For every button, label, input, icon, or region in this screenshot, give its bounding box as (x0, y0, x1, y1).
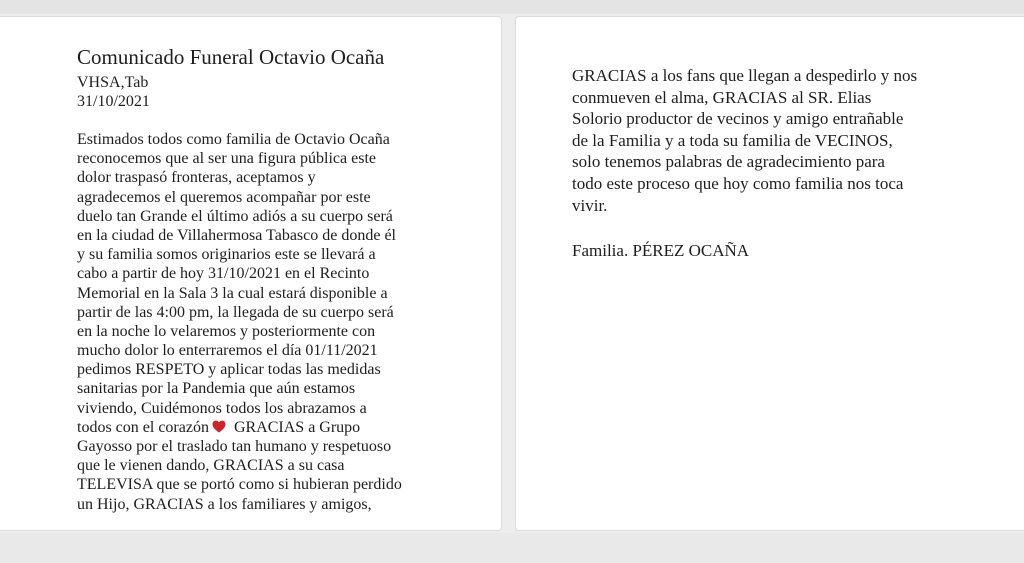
signature: Familia. PÉREZ OCAÑA (572, 241, 750, 260)
body-line: vivir. (572, 195, 608, 215)
body-line: en la noche lo velaremos y posteriormente con (77, 322, 376, 340)
body-line: un Hijo, GRACIAS a los familiares y amigos, (77, 495, 372, 513)
body-line: sanitarias por la Pandemia que aún estamos (77, 380, 356, 398)
heart-line-start: todos con el corazón (77, 418, 209, 436)
body-line: Gayosso por el traslado tan humano y respetuoso (77, 438, 392, 455)
body-line: conmueven el alma, GRACIAS al SR. Elias (572, 87, 872, 107)
body-line: solo tenemos palabras de agradecimiento para (572, 152, 885, 172)
body-line: de la Familia y a toda su familia de VECINOS, (572, 130, 893, 150)
document-title: Comunicado Funeral Octavio Ocaña (77, 45, 385, 69)
body-line: que le vienen dando, GRACIAS a su casa (77, 457, 345, 475)
document-date: 31/10/2021 (77, 93, 150, 110)
body-line: pedimos RESPETO y aplicar todas las medidas (77, 361, 381, 379)
body-line: reconocemos que al ser una figura pública este (77, 150, 376, 168)
body-line: Memorial en la Sala 3 la cual estará disponible a (77, 284, 388, 302)
bottom-background-strip (0, 533, 1024, 563)
body-line: y su familia somos originarios este se llevará a (77, 246, 376, 264)
heart-icon (212, 420, 226, 433)
top-background-strip (0, 0, 1024, 14)
body-line: Estimados todos como familia de Octavio Ocaña (77, 131, 390, 148)
document-place: VHSA,Tab (77, 74, 149, 91)
body-line: duelo tan Grande el último adiós a su cuerpo será (77, 207, 393, 225)
body-line-with-heart (77, 418, 402, 437)
left-body-text (77, 130, 402, 514)
right-body-text (572, 65, 917, 216)
body-line: GRACIAS a los fans que llegan a despedirlo y nos (572, 66, 918, 85)
body-line: en la ciudad de Villahermosa Tabasco de donde él (77, 226, 396, 244)
body-line: partir de las 4:00 pm, la llegada de su cuerpo será (77, 303, 394, 321)
body-line: todo este proceso que hoy como familia nos toca (572, 173, 904, 193)
body-line: agradecemos el queremos acompañar por este (77, 188, 371, 206)
body-line: mucho dolor lo enterraremos el día 01/11/2021 (77, 342, 378, 360)
body-line: dolor traspasó fronteras, aceptamos y (77, 169, 316, 187)
body-line: TELEVISA que se portó como si hubieran perdido (77, 476, 402, 494)
body-line: Solorio productor de vecinos y amigo entrañable (572, 109, 904, 129)
body-line: cabo a partir de hoy 31/10/2021 en el Recinto (77, 265, 370, 283)
heart-line-end: GRACIAS a Grupo (229, 418, 361, 436)
body-line: viviendo, Cuidémonos todos los abrazamos a (77, 399, 367, 417)
